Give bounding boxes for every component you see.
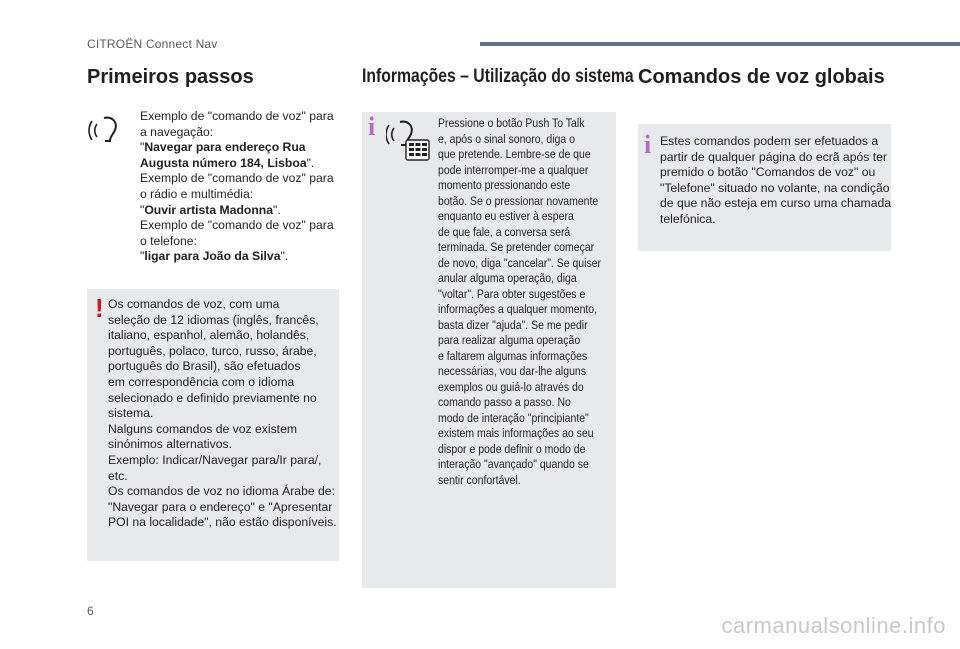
text-line: telefónica. [660, 211, 716, 226]
header-bar [480, 42, 960, 46]
text-line [140, 171, 334, 187]
text-line: terminada. Se pretender começar [438, 240, 595, 254]
text-line: modo de interação "principiante" [438, 410, 589, 425]
info-text-global [660, 134, 891, 228]
warning-box [87, 289, 339, 561]
text-line: "voltar". Para obter sugestões e [438, 286, 586, 301]
text-line: comando passo a passo. No [438, 395, 571, 409]
text-line: etc. [108, 468, 128, 483]
text-line: sistema. [108, 406, 154, 421]
text-line [140, 234, 334, 250]
section-title-informacoes: Informações – Utilização do sistema [362, 66, 634, 87]
text-line: e, após o sinal sonoro, diga o [438, 131, 575, 146]
text-segment: ". [273, 202, 281, 217]
text-line: selecionado e definido previamente no [108, 390, 317, 405]
text-line: momento pressionando este [438, 178, 571, 192]
text-line: de que não esteja em curso uma chamada [660, 196, 892, 211]
text-line: anular alguma operação, diga [438, 271, 577, 285]
info-box-system [362, 112, 616, 588]
text-segment: " [140, 140, 145, 155]
text-line [140, 218, 334, 234]
text-line: Pressione o botão Push To Talk [438, 116, 585, 130]
text-segment: ". [280, 249, 289, 264]
text-line: exemplos ou guiá-lo através do [438, 379, 584, 394]
text-line: pode interromper-me a qualquer [438, 162, 589, 177]
text-line: português, polaco, turco, russo, árabe, [108, 343, 317, 358]
text-line: "Telefone" situado no volante, na condição [660, 180, 890, 195]
text-segment: Exemplo de "comando de voz" para [140, 218, 334, 233]
text-line: "Navegar para o endereço" e "Apresentar [108, 499, 333, 514]
warning-icon: ! [95, 293, 104, 323]
text-line [140, 109, 334, 125]
text-line: dispor e pode definir o modo de [438, 441, 586, 456]
text-line: Os comandos de voz, com uma [108, 297, 280, 311]
text-line: necessárias, vou dar-lhe alguns [438, 364, 586, 378]
text-line: italiano, espanhol, alemão, holandês, [108, 328, 310, 343]
page-number: 6 [87, 604, 94, 618]
text-segment: o rádio e multimédia: [140, 186, 254, 201]
info-icon: i [644, 130, 652, 159]
warning-text [108, 297, 337, 531]
text-segment: ". [306, 155, 315, 170]
col1-examples-text [140, 109, 334, 265]
text-line: sentir confortável. [438, 472, 521, 487]
text-line [140, 125, 334, 141]
section-title-comandos-globais: Comandos de voz globais [638, 66, 885, 88]
text-line: premido o botão "Comandos de voz" ou [660, 165, 876, 180]
text-line: Estes comandos podem ser efetuados a [660, 134, 879, 148]
text-line [140, 187, 334, 203]
text-line: que pretende. Lembre-se de que [438, 147, 591, 161]
text-segment: a navegação: [140, 124, 214, 139]
text-line [140, 140, 334, 156]
info-text-system [438, 116, 628, 488]
text-line: informações a qualquer momento, [438, 302, 598, 316]
text-line: português do Brasil), são efetuados [108, 359, 301, 374]
text-line: interação "avançado" quando se [438, 457, 589, 471]
text-line: partir de qualquer página do ecrã após ter [660, 149, 887, 164]
text-line: basta dizer "ajuda". Se me pedir [438, 317, 588, 332]
text-line [140, 249, 334, 265]
text-line: existem mais informações ao seu [438, 426, 594, 440]
voice-command-example: ligar para João da Silva [144, 249, 281, 264]
info-box-global [638, 124, 891, 251]
text-segment: " [140, 202, 145, 217]
watermark: carmanualsonline.info [721, 613, 946, 638]
text-line: Os comandos de voz no idioma Árabe de: [108, 484, 335, 499]
text-segment: o telefone: [140, 233, 197, 248]
info-icon: i [368, 112, 376, 141]
voice-command-icon [88, 112, 124, 153]
text-line [140, 203, 334, 219]
text-line: em correspondência com o idioma [108, 374, 295, 389]
text-line: seleção de 12 idiomas (inglês, francês, [108, 312, 319, 327]
text-segment: Exemplo de "comando de voz" para [140, 109, 334, 123]
text-line [140, 156, 334, 172]
text-line: e faltarem algumas informações [438, 348, 588, 363]
section-title-primeiros-passos: Primeiros passos [87, 66, 254, 88]
voice-command-example: Ouvir artista Madonna [144, 202, 273, 217]
voice-keypad-icon [386, 118, 432, 167]
voice-command-example: Augusta número 184, Lisboa [140, 155, 307, 170]
text-line: Nalguns comandos de voz existem [108, 421, 298, 436]
text-line: para realizar alguma operação [438, 333, 581, 347]
text-line: botão. Se o pressionar novamente [438, 193, 599, 208]
text-segment: " [140, 249, 145, 264]
text-line: POI na localidade", não estão disponíveis. [108, 515, 337, 530]
text-line: sinónimos alternativos. [108, 437, 232, 452]
text-line: Exemplo: Indicar/Navegar para/Ir para/, [108, 452, 322, 467]
text-line: de novo, diga "cancelar". Se quiser [438, 255, 602, 270]
voice-command-example: Navegar para endereço Rua [144, 140, 306, 155]
text-line: de que fale, a conversa será [438, 224, 571, 239]
header-title: CITROËN Connect Nav [87, 37, 218, 51]
text-line: enquanto eu estiver à espera [438, 209, 574, 223]
text-segment: Exemplo de "comando de voz" para [140, 171, 334, 186]
